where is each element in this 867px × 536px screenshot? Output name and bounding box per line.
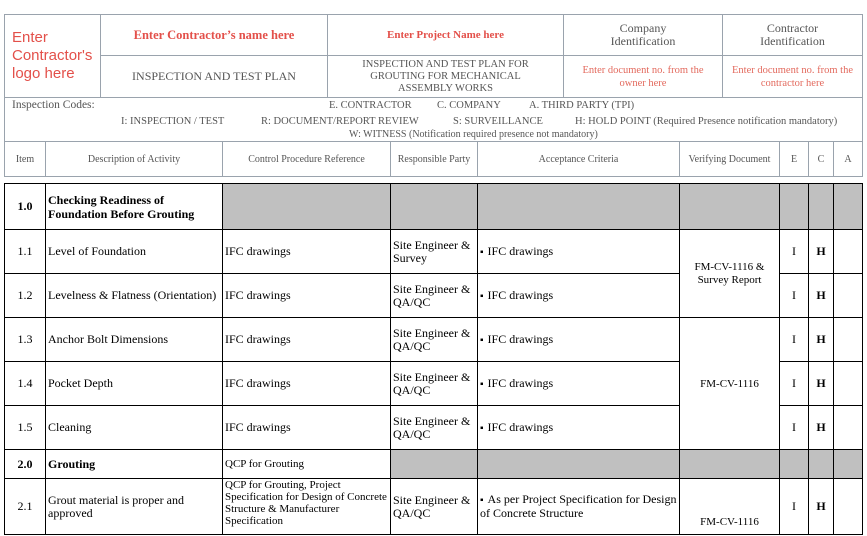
row-procedure: IFC drawings — [223, 318, 391, 362]
row-description: Level of Foundation — [46, 230, 223, 274]
table-row — [5, 318, 863, 362]
row-party: Site Engineer & QA/QC — [391, 362, 478, 406]
row-a-code — [834, 362, 863, 406]
verifying-document: FM-CV-1116 — [680, 479, 780, 535]
row-procedure: QCP for Grouting, Project Specification for Design of Concrete Structure & Manufacturer Specification — [223, 479, 391, 535]
code-witness: W: WITNESS (Notification required presence not mandatory) — [349, 129, 598, 140]
row-a-code — [834, 318, 863, 362]
row-e-code: I — [780, 318, 809, 362]
col-header-criteria: Acceptance Criteria — [477, 141, 680, 177]
contractor-identification-label: Contractor Identification — [722, 14, 863, 56]
row-c-code: H — [809, 230, 834, 274]
row-procedure: IFC drawings — [223, 362, 391, 406]
row-item: 1.5 — [5, 406, 46, 450]
row-description: Grout material is proper and approved — [46, 479, 223, 535]
row-criteria: ▪ IFC drawings — [478, 230, 680, 274]
inspection-codes-box — [4, 97, 863, 142]
col-header-a: A — [833, 141, 863, 177]
section-ref: QCP for Grouting — [223, 450, 391, 479]
row-a-code — [834, 479, 863, 535]
col-header-party: Responsible Party — [390, 141, 478, 177]
col-header-item: Item — [4, 141, 46, 177]
row-item: 2.1 — [5, 479, 46, 535]
logo-text: Enter Contractor's logo here — [12, 29, 93, 82]
code-contractor: E. CONTRACTOR — [329, 100, 412, 111]
section-ref — [223, 184, 391, 230]
table-row — [5, 230, 863, 274]
row-c-code: H — [809, 362, 834, 406]
verifying-document: FM-CV-1116 & Survey Report — [680, 230, 780, 318]
col-header-description: Description of Activity — [45, 141, 223, 177]
code-hold-point: H: HOLD POINT (Required Presence notification mandatory) — [575, 116, 838, 127]
row-criteria: ▪ IFC drawings — [478, 362, 680, 406]
row-criteria: ▪ IFC drawings — [478, 318, 680, 362]
row-criteria: ▪ IFC drawings — [478, 406, 680, 450]
row-criteria: ▪ As per Project Specification for Design of Concrete Structure — [478, 479, 680, 535]
table-row — [5, 479, 863, 535]
section-title: Grouting — [46, 450, 223, 479]
company-identification-label: Company Identification — [563, 14, 723, 56]
row-procedure: IFC drawings — [223, 406, 391, 450]
row-description: Pocket Depth — [46, 362, 223, 406]
company-doc-number: Enter document no. from the owner here — [563, 55, 723, 98]
row-party: Site Engineer & Survey — [391, 230, 478, 274]
col-header-verifying: Verifying Document — [679, 141, 780, 177]
code-review: R: DOCUMENT/REPORT REVIEW — [261, 116, 419, 127]
section-title: Checking Readiness of Foundation Before Grouting — [46, 184, 223, 230]
row-description: Cleaning — [46, 406, 223, 450]
col-header-procedure: Control Procedure Reference — [222, 141, 391, 177]
itp-table — [4, 183, 863, 535]
col-header-e: E — [779, 141, 809, 177]
row-procedure: IFC drawings — [223, 230, 391, 274]
row-criteria: ▪ IFC drawings — [478, 274, 680, 318]
section-row — [5, 450, 863, 479]
plan-title-cell: INSPECTION AND TEST PLAN FOR GROUTING FOR MECHANICAL ASSEMBLY WORKS — [327, 55, 564, 98]
row-a-code — [834, 230, 863, 274]
row-party: Site Engineer & QA/QC — [391, 479, 478, 535]
row-a-code — [834, 406, 863, 450]
document-title-cell: INSPECTION AND TEST PLAN — [100, 55, 328, 98]
row-c-code: H — [809, 318, 834, 362]
contractor-doc-number: Enter document no. from the contractor here — [722, 55, 863, 98]
row-e-code: I — [780, 479, 809, 535]
row-party: Site Engineer & QA/QC — [391, 318, 478, 362]
col-header-c: C — [808, 141, 834, 177]
row-e-code: I — [780, 274, 809, 318]
row-item: 1.3 — [5, 318, 46, 362]
row-c-code: H — [809, 479, 834, 535]
row-e-code: I — [780, 230, 809, 274]
section-item: 1.0 — [5, 184, 46, 230]
row-party: Site Engineer & QA/QC — [391, 406, 478, 450]
row-item: 1.2 — [5, 274, 46, 318]
row-party: Site Engineer & QA/QC — [391, 274, 478, 318]
row-e-code: I — [780, 362, 809, 406]
row-description: Levelness & Flatness (Orientation) — [46, 274, 223, 318]
row-c-code: H — [809, 406, 834, 450]
row-a-code — [834, 274, 863, 318]
code-third-party: A. THIRD PARTY (TPI) — [529, 100, 635, 111]
row-description: Anchor Bolt Dimensions — [46, 318, 223, 362]
row-e-code: I — [780, 406, 809, 450]
project-name-cell: Enter Project Name here — [327, 14, 564, 56]
contractor-name-cell: Enter Contractor’s name here — [100, 14, 328, 56]
code-surveillance: S: SURVEILLANCE — [453, 116, 543, 127]
inspection-codes-label: Inspection Codes: — [12, 99, 95, 111]
code-inspection: I: INSPECTION / TEST — [121, 116, 225, 127]
row-item: 1.1 — [5, 230, 46, 274]
contractor-logo-placeholder — [4, 14, 101, 98]
row-procedure: IFC drawings — [223, 274, 391, 318]
row-c-code: H — [809, 274, 834, 318]
section-row — [5, 184, 863, 230]
section-item: 2.0 — [5, 450, 46, 479]
code-company: C. COMPANY — [437, 100, 501, 111]
row-item: 1.4 — [5, 362, 46, 406]
verifying-document: FM-CV-1116 — [680, 318, 780, 450]
